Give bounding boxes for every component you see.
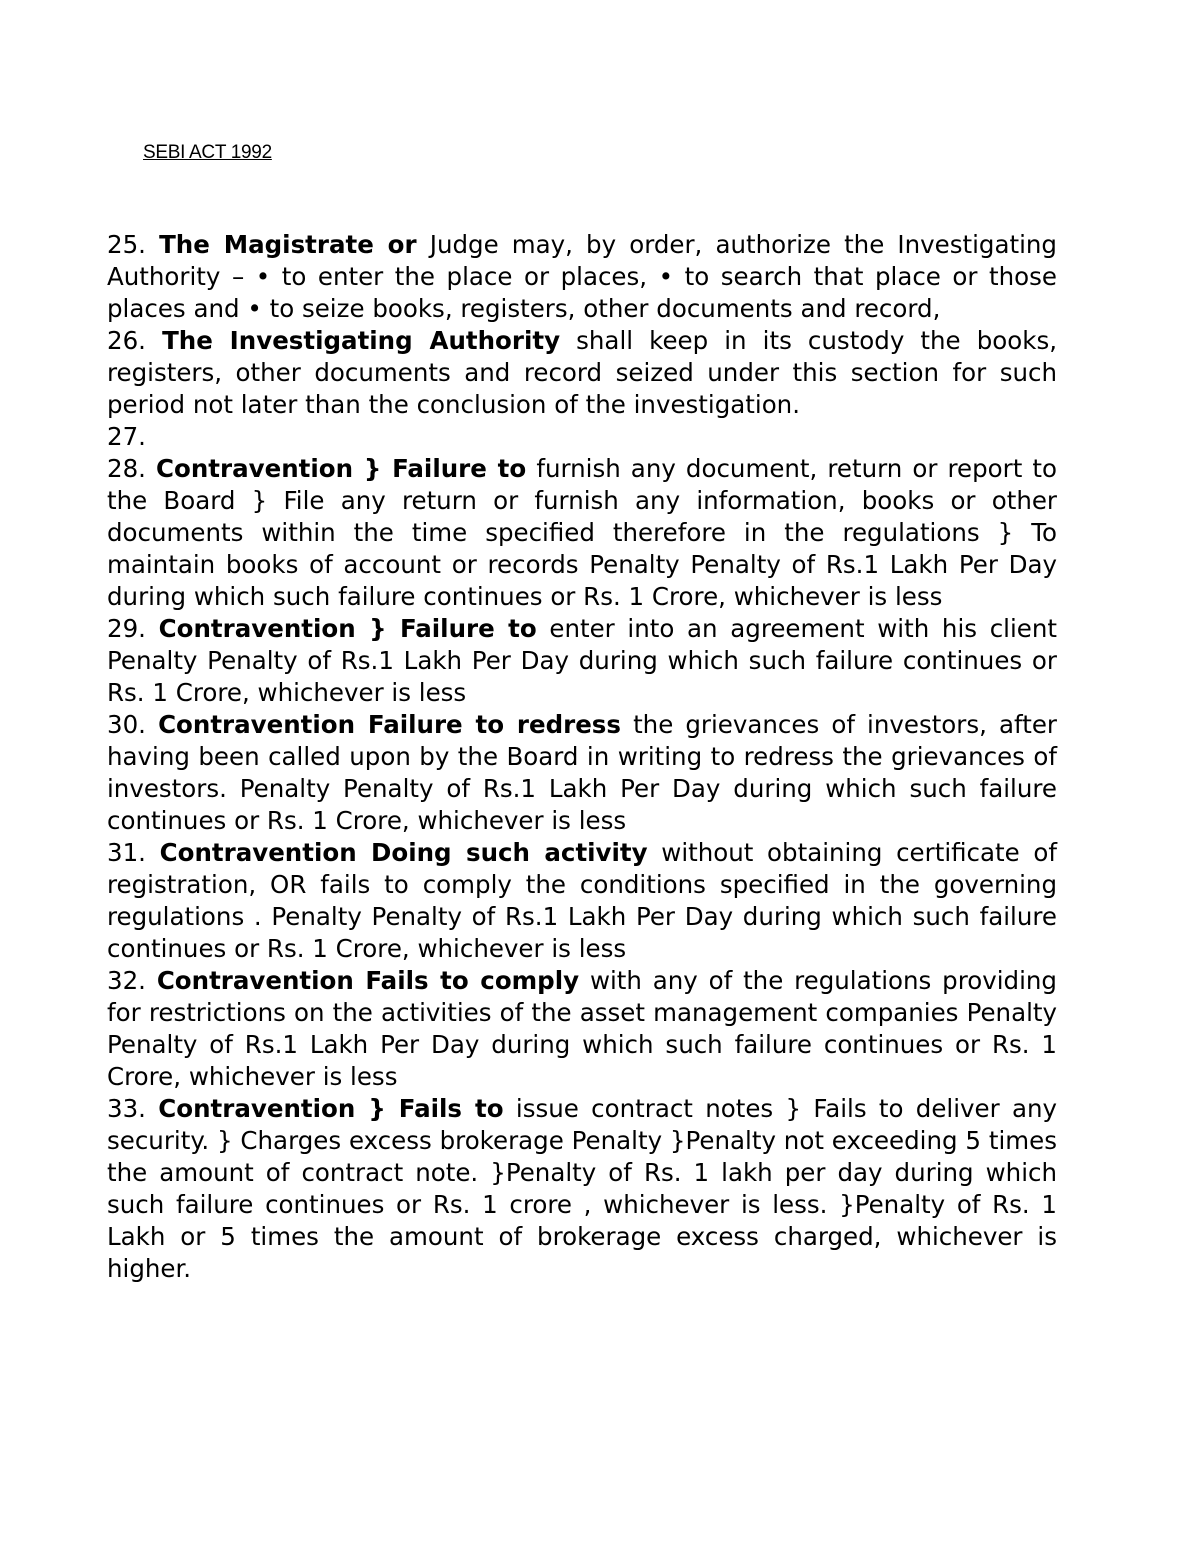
paragraph-text: with any of the regulations providing for restrictions on the activities of the asset management companies Penalty Penalty of Rs.1 Lakh Per Day during which such failure continues or Rs. 1 Crore, whichever is less [107,966,1057,1091]
paragraph-28 [107,453,1057,613]
paragraph-32 [107,965,1057,1093]
paragraph-text: shall keep in its custody the books, registers, other documents and record seized under this section for such period not later than the conclusion of the investigation. [107,326,1057,419]
paragraph-26 [107,325,1057,421]
paragraph-lead: Contravention Fails to comply [156,966,580,995]
paragraph-text: enter into an agreement with his client Penalty Penalty of Rs.1 Lakh Per Day during which such failure continues or Rs. 1 Crore, whichever is less [107,614,1057,707]
paragraph-number: 30. [107,710,146,739]
paragraph-number: 29. [107,614,146,643]
paragraph-number: 25. [107,230,146,259]
paragraph-lead: Contravention } Failure to [156,454,527,483]
paragraph-33 [107,1093,1057,1285]
paragraph-number: 28. [107,454,146,483]
paragraph-31 [107,837,1057,965]
paragraph-lead: Contravention } Fails to [158,1094,504,1123]
paragraph-text: without obtaining certificate of registration, OR fails to comply the conditions specified in the governing regulations . Penalty Penalty of Rs.1 Lakh Per Day during which such failure continues or Rs. 1 Crore, whichever is less [107,838,1057,963]
paragraph-number: 26. [107,326,146,355]
paragraph-29 [107,613,1057,709]
paragraph-25 [107,229,1057,325]
paragraph-number: 33. [107,1094,146,1123]
paragraph-text: the grievances of investors, after having been called upon by the Board in writing to redress the grievances of investors. Penalty Penalty of Rs.1 Lakh Per Day during which such failure continues or Rs. 1 Crore, whichever is less [107,710,1057,835]
paragraph-lead: The Magistrate or [159,230,417,259]
document-body [107,229,1057,1285]
paragraph-27 [107,421,1057,453]
paragraph-number: 32. [107,966,146,995]
paragraph-number: 31. [107,838,146,867]
paragraph-lead: Contravention } Failure to [158,614,537,643]
paragraph-text: issue contract notes } Fails to deliver any security. } Charges excess brokerage Penalty }Penalty not exceeding 5 times the amount of contract note. }Penalty of Rs. 1 lakh per day during which such failure continues or Rs. 1 crore , whichever is less. }Penalty of Rs. 1 Lakh or 5 times the amount of brokerage excess charged, whichever is higher. [107,1094,1058,1283]
paragraph-30 [107,709,1057,837]
document-header: SEBI ACT 1992 [143,142,272,163]
paragraph-lead: The Investigating Authority [162,326,561,355]
paragraph-lead: Contravention Failure to redress [158,710,621,739]
paragraph-text: Judge may, by order, authorize the Investigating Authority – • to enter the place or places, • to search that place or those places and • to seize books, registers, other documents and record, [107,230,1057,323]
paragraph-text: furnish any document, return or report to the Board } File any return or furnish any information, books or other documents within the time specified therefore in the regulations } To maintain books of account or records Penalty Penalty of Rs.1 Lakh Per Day during which such failure continues or Rs. 1 Crore, whichever is less [107,454,1057,611]
paragraph-lead: Contravention Doing such activity [159,838,648,867]
paragraph-number: 27. [107,422,146,451]
